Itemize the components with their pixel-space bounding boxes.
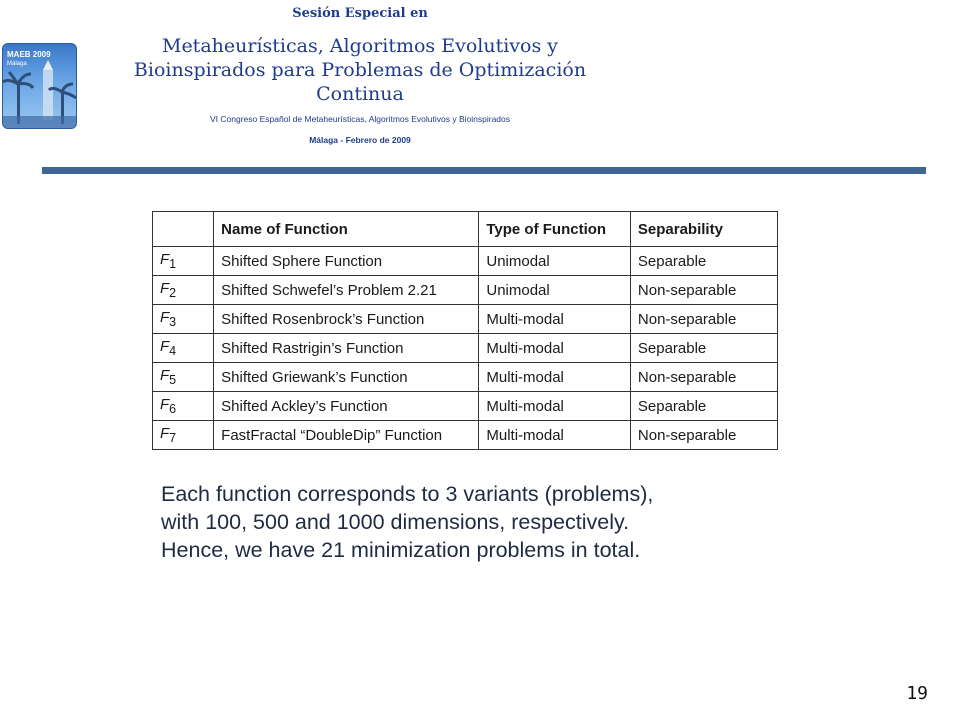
function-symbol: $F_5$ xyxy=(153,363,214,392)
header-divider xyxy=(42,167,926,174)
session-label: Sesión Especial en xyxy=(292,6,428,21)
function-type: Multi-modal xyxy=(479,392,631,421)
function-type: Unimodal xyxy=(479,247,631,276)
function-name: Shifted Rastrigin’s Function xyxy=(214,334,479,363)
function-separability: Separable xyxy=(630,247,777,276)
description-line-2: with 100, 500 and 1000 dimensions, respectively. xyxy=(161,510,630,534)
function-type: Unimodal xyxy=(479,276,631,305)
function-name: Shifted Griewank’s Function xyxy=(214,363,479,392)
function-name: Shifted Rosenbrock’s Function xyxy=(214,305,479,334)
header-separability: Separability xyxy=(630,212,777,247)
header-symbol xyxy=(153,212,214,247)
function-name: Shifted Schwefel’s Problem 2.21 xyxy=(214,276,479,305)
function-symbol: $F_6$ xyxy=(153,392,214,421)
function-separability: Non-separable xyxy=(630,421,777,450)
logo-title: MAEB 2009 xyxy=(7,50,51,59)
session-title-line-3: Continua xyxy=(316,83,404,105)
function-separability: Separable xyxy=(630,392,777,421)
page-number: 19 xyxy=(906,683,928,704)
function-name: Shifted Ackley’s Function xyxy=(214,392,479,421)
description-line-3: Hence, we have 21 minimization problems in total. xyxy=(161,538,641,562)
function-separability: Non-separable xyxy=(630,276,777,305)
function-symbol: $F_3$ xyxy=(153,305,214,334)
functions-table xyxy=(152,211,778,450)
function-type: Multi-modal xyxy=(479,305,631,334)
function-symbol: $F_1$ xyxy=(153,247,214,276)
table-row xyxy=(153,276,778,305)
conference-name: VI Congreso Español de Metaheurísticas, Algoritmos Evolutivos y Bioinspirados xyxy=(209,114,510,124)
table-row xyxy=(153,392,778,421)
function-separability: Non-separable xyxy=(630,305,777,334)
header-type: Type of Function xyxy=(479,212,631,247)
function-separability: Non-separable xyxy=(630,363,777,392)
table-row xyxy=(153,334,778,363)
table-row xyxy=(153,363,778,392)
maeb-logo xyxy=(2,43,77,129)
header-name: Name of Function xyxy=(214,212,479,247)
description-paragraph xyxy=(161,480,781,564)
function-type: Multi-modal xyxy=(479,334,631,363)
table-row xyxy=(153,247,778,276)
function-type: Multi-modal xyxy=(479,363,631,392)
table-header-row xyxy=(153,212,778,247)
table-row xyxy=(153,421,778,450)
function-name: FastFractal “DoubleDip” Function xyxy=(214,421,479,450)
function-symbol: $F_2$ xyxy=(153,276,214,305)
description-line-1: Each function corresponds to 3 variants (problems), xyxy=(161,482,654,506)
function-name: Shifted Sphere Function xyxy=(214,247,479,276)
function-symbol: $F_7$ xyxy=(153,421,214,450)
function-type: Multi-modal xyxy=(479,421,631,450)
table-row xyxy=(153,305,778,334)
session-title xyxy=(90,34,630,106)
conference-place-date: Málaga - Febrero de 2009 xyxy=(309,135,411,145)
logo-subtitle: Málaga xyxy=(7,61,27,67)
function-symbol: $F_4$ xyxy=(153,334,214,363)
session-title-line-1: Metaheurísticas, Algoritmos Evolutivos y xyxy=(161,35,558,57)
function-separability: Separable xyxy=(630,334,777,363)
session-title-line-2: Bioinspirados para Problemas de Optimización xyxy=(133,59,587,81)
